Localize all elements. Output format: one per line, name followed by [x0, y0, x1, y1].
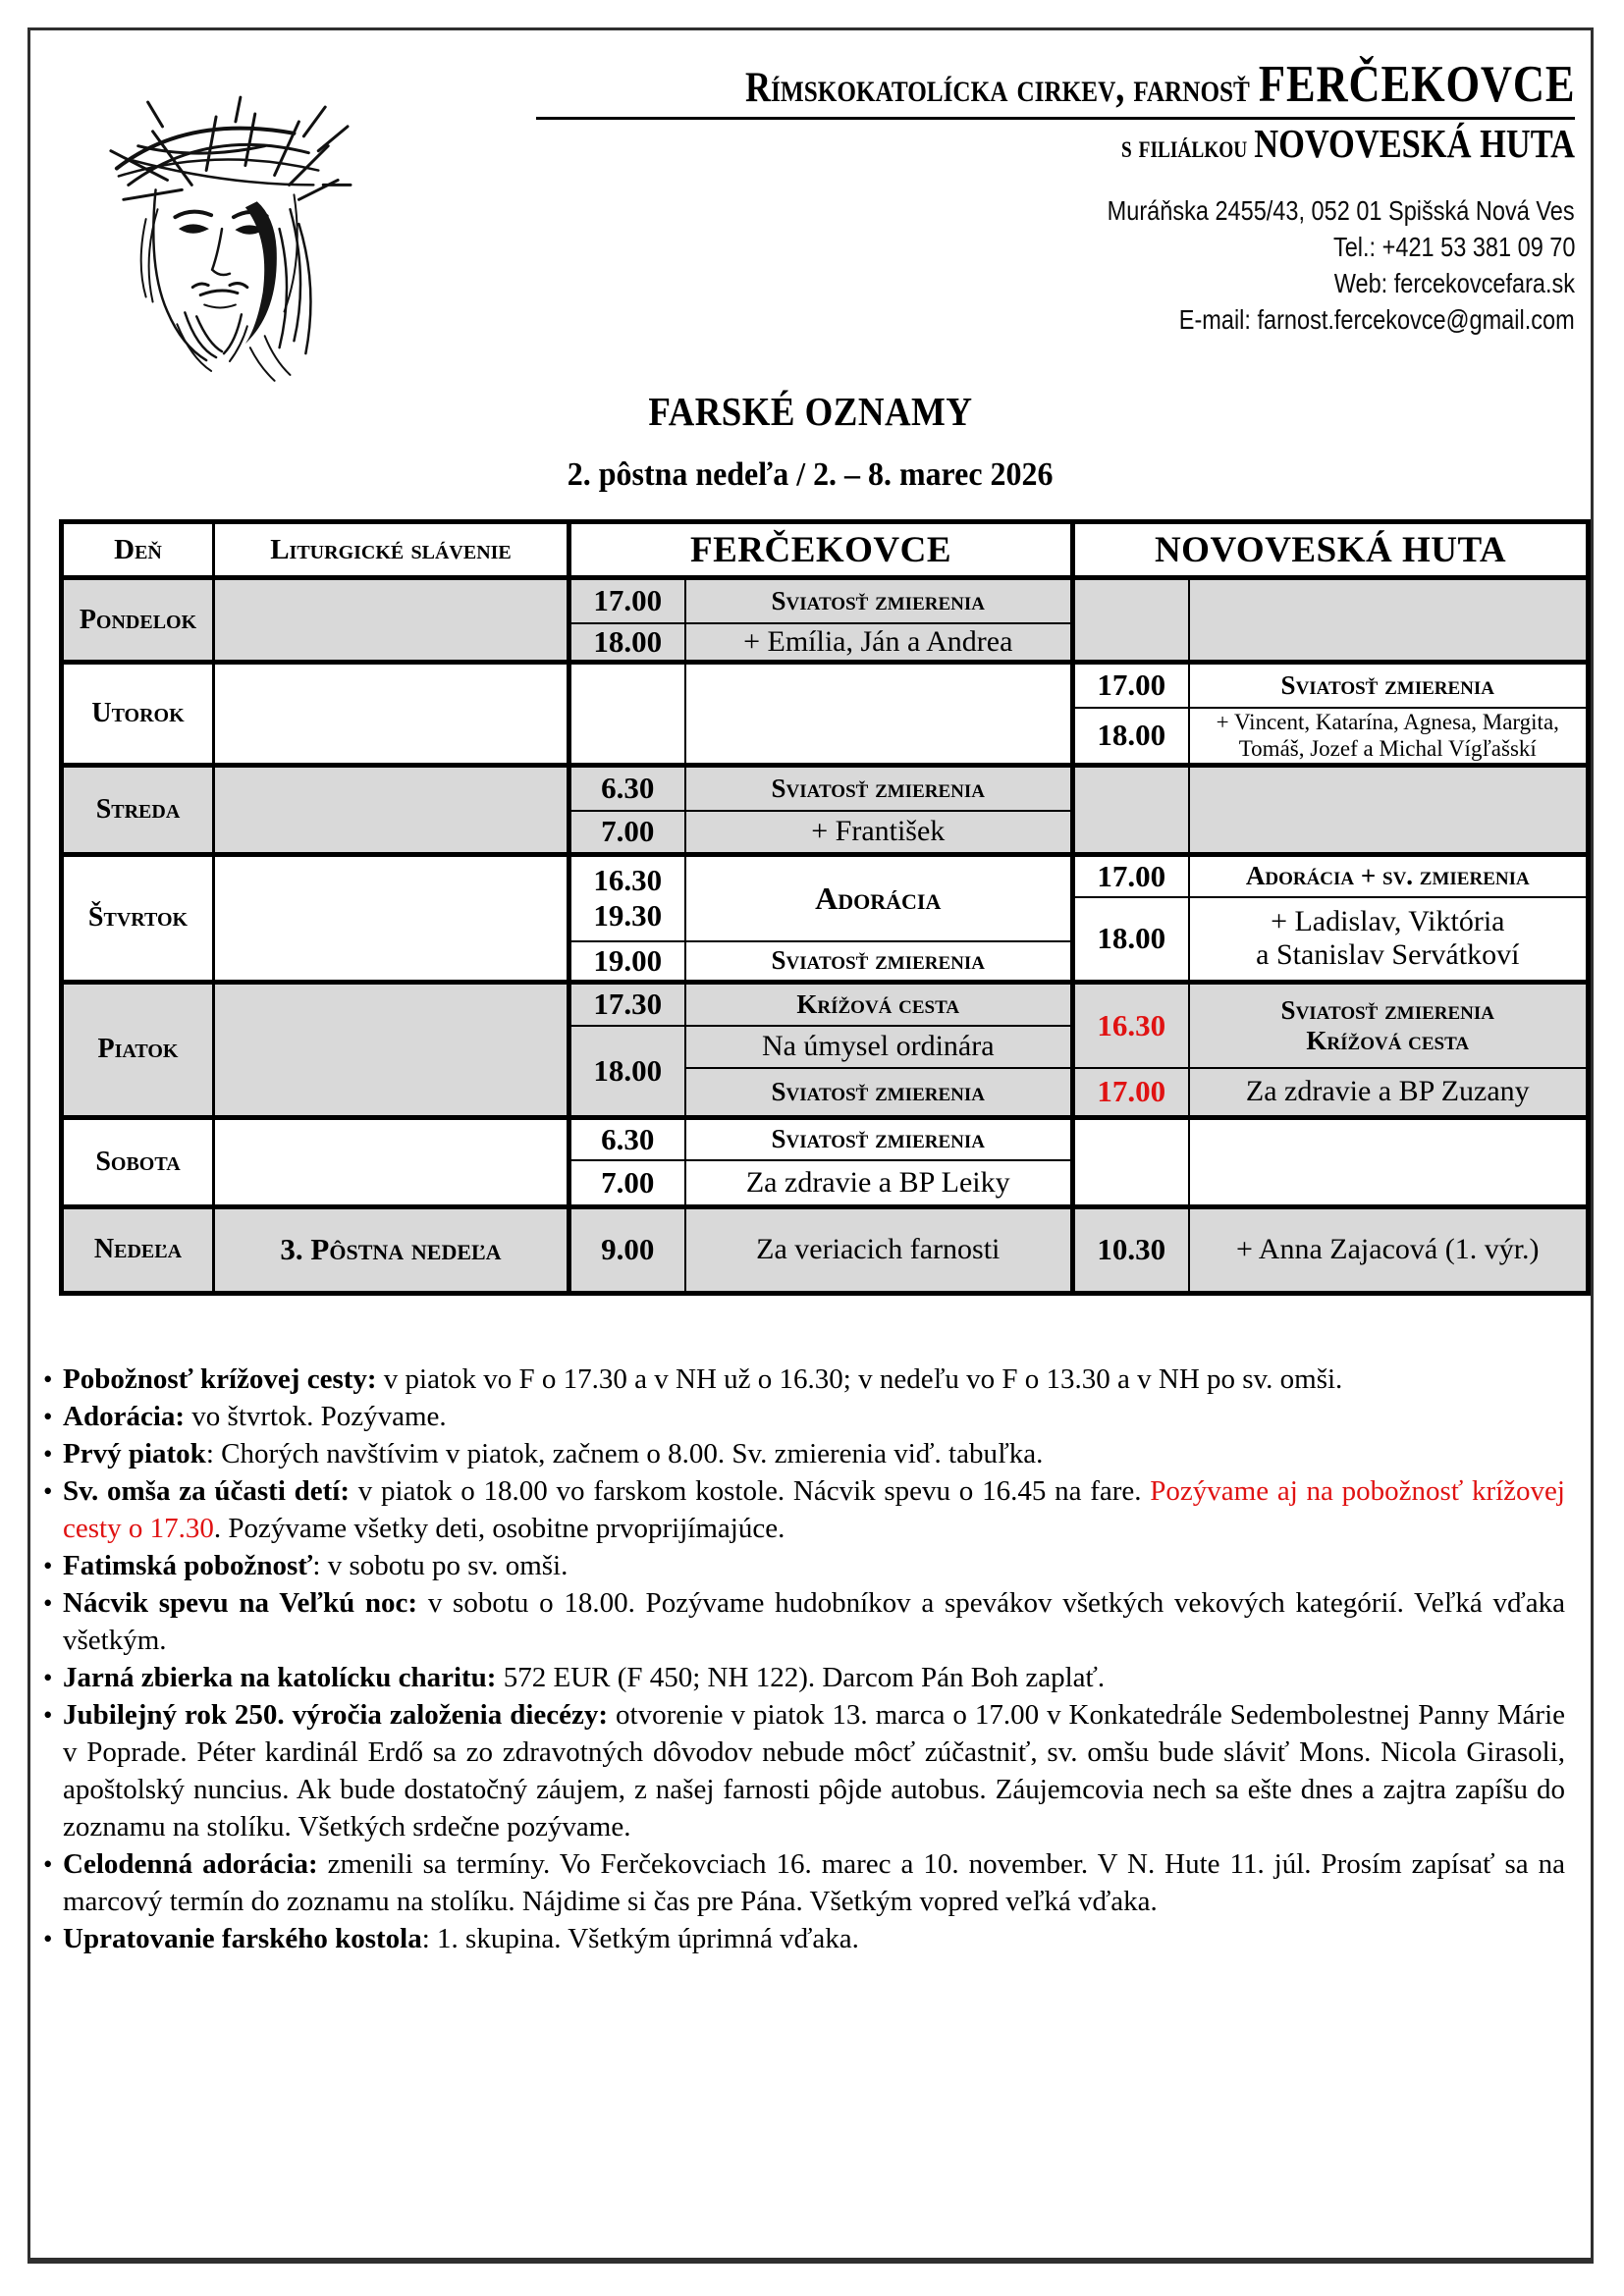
col-header-liturgical: Liturgické slávenie: [214, 522, 569, 578]
mass-time: 6.30: [569, 1117, 685, 1160]
announcements-list: [42, 1361, 1565, 1957]
parish-title: [397, 56, 1575, 113]
table-header-row: [62, 522, 1589, 578]
liturgical-cell-empty: [214, 663, 569, 766]
announcement-item: • Fatimská pobožnosť: v sobotu po sv. omši.: [42, 1547, 1565, 1584]
mass-intention: Sviatosť zmierenia: [685, 765, 1073, 811]
mass-intention: Sviatosť zmierenia: [685, 578, 1073, 623]
week-subtitle: 2. pôstna nedeľa / 2. – 8. marec 2026: [568, 456, 1054, 493]
mass-intention: + Emília, Ján a Andrea: [685, 623, 1073, 663]
announcement-item: • Adorácia: vo štvrtok. Pozývame.: [42, 1398, 1565, 1435]
nh-desc-empty: [1189, 1117, 1589, 1206]
address-line: Muráňska 2455/43, 052 01 Spišská Nová Ves: [1108, 195, 1575, 226]
nh-time-empty: [1073, 765, 1189, 854]
table-row-wednesday: [62, 765, 1589, 811]
letterhead-text: [397, 56, 1575, 338]
mass-time: 10.30: [1073, 1206, 1189, 1293]
mass-intention: + František: [685, 811, 1073, 854]
mass-time: 17.00: [1073, 854, 1189, 897]
page-title: FARSKÉ OZNAMY: [648, 389, 973, 434]
mass-intention: Za zdravie a BP Leiky: [685, 1160, 1073, 1206]
schedule-table: [59, 519, 1591, 1296]
letterhead: [30, 30, 1591, 376]
title-underline: [536, 117, 1575, 120]
mass-time: 9.00: [569, 1206, 685, 1293]
nh-time-empty: [1073, 1117, 1189, 1206]
mass-intention: Na úmysel ordinára: [685, 1026, 1073, 1068]
nh-desc-empty: [1189, 578, 1589, 663]
announcement-item: • Sv. omša za účasti detí: v piatok o 18.00 vo farskom kostole. Nácvik spevu o 16.45 na fare. Pozývame aj na pobožnosť krížovej cesty o 17.30. Pozývame všetky deti, osobitne prvoprijímajúce.: [42, 1472, 1565, 1547]
mass-time: 17.30: [569, 982, 685, 1026]
parish-title-prefix: Rímskokatolícka cirkev, farnosť: [744, 65, 1250, 111]
col-header-day: Deň: [62, 522, 214, 578]
f-time-empty: [569, 663, 685, 766]
mass-intention: Sviatosť zmierenia: [1189, 663, 1589, 708]
announcement-item: • Jarná zbierka na katolícku charitu: 572 EUR (F 450; NH 122). Darcom Pán Boh zaplať.: [42, 1659, 1565, 1696]
web-line: Web: fercekovcefara.sk: [1333, 268, 1575, 298]
mass-time: 6.30: [569, 765, 685, 811]
liturgical-cell-empty: [214, 982, 569, 1117]
day-label: Piatok: [62, 982, 214, 1117]
mass-time-highlight: 16.30: [1073, 982, 1189, 1068]
filial-title: [397, 121, 1575, 167]
announcement-item: • Nácvik spevu na Veľkú noc: v sobotu o 18.00. Pozývame hudobníkov a spevákov všetkých vekových kategórií. Veľká vďaka všetkým.: [42, 1584, 1565, 1659]
mass-time: 17.00: [1073, 663, 1189, 708]
nh-time-empty: [1073, 578, 1189, 663]
phone-line: Tel.: +421 53 381 09 70: [1332, 232, 1575, 262]
mass-intention: Za zdravie a BP Zuzany: [1189, 1068, 1589, 1117]
mass-time: 7.00: [569, 1160, 685, 1206]
filial-prefix: s filiálkou: [1120, 130, 1248, 165]
mass-intention: Za veriacich farnosti: [685, 1206, 1073, 1293]
mass-time: 18.00: [1073, 897, 1189, 982]
f-desc-empty: [685, 663, 1073, 766]
day-label: Štvrtok: [62, 854, 214, 982]
liturgical-cell-empty: [214, 765, 569, 854]
mass-intention-two-line: Sviatosť zmierenia Krížová cesta: [1189, 982, 1589, 1068]
day-label: Pondelok: [62, 578, 214, 663]
jesus-sketch-image: [99, 91, 352, 386]
announcements-section: [42, 1361, 1565, 1957]
liturgical-cell-empty: [214, 854, 569, 982]
day-label: Nedeľa: [62, 1206, 214, 1293]
day-label: Sobota: [62, 1117, 214, 1206]
contact-block: [397, 192, 1575, 338]
mass-intention: Adorácia: [685, 854, 1073, 941]
mass-intention: + Anna Zajacová (1. výr.): [1189, 1206, 1589, 1293]
email-line: E-mail: farnost.fercekovce@gmail.com: [1179, 304, 1575, 335]
mass-time: 7.00: [569, 811, 685, 854]
parish-title-name: FERČEKOVCE: [1258, 56, 1575, 113]
mass-time: 19.00: [569, 941, 685, 982]
mass-intention: Adorácia + sv. zmierenia: [1189, 854, 1589, 897]
mass-time: 18.00: [1073, 708, 1189, 766]
table-row-sunday: [62, 1206, 1589, 1293]
announcement-item: • Celodenná adorácia: zmenili sa termíny. Vo Ferčekovciach 16. marec a 10. november. V N. Hute 11. júl. Prosím zapísať sa na marcový termín do zoznamu na stolíku. Nájdime si čas pre Pána. Všetkým vopred veľká vďaka.: [42, 1845, 1565, 1920]
mass-intention: Sviatosť zmierenia: [685, 1117, 1073, 1160]
mass-time: 18.00: [569, 623, 685, 663]
mass-time-double: 16.30 19.30: [569, 854, 685, 941]
table-row-thursday: [62, 854, 1589, 897]
day-label: Utorok: [62, 663, 214, 766]
filial-name: NOVOVESKÁ HUTA: [1254, 121, 1575, 166]
table-row-tuesday: [62, 663, 1589, 708]
mass-intention: Sviatosť zmierenia: [685, 941, 1073, 982]
table-row-saturday: [62, 1117, 1589, 1160]
mass-time-highlight: 17.00: [1073, 1068, 1189, 1117]
liturgical-label: 3. Pôstna nedeľa: [214, 1206, 569, 1293]
nh-desc-empty: [1189, 765, 1589, 854]
table-row-monday: [62, 578, 1589, 623]
announcement-item: • Pobožnosť krížovej cesty: v piatok vo F o 17.30 a v NH už o 16.30; v nedeľu vo F o 13.30 a v NH po sv. omši.: [42, 1361, 1565, 1398]
col-header-novoveska-huta: NOVOVESKÁ HUTA: [1073, 522, 1589, 578]
liturgical-cell-empty: [214, 1117, 569, 1206]
mass-time: 17.00: [569, 578, 685, 623]
announcement-item: • Jubilejný rok 250. výročia založenia diecézy: otvorenie v piatok 13. marca o 17.00 v Konkatedrále Sedembolestnej Panny Márie v Poprade. Péter kardinál Erdő sa zo zdravotných dôvodov nebude môcť zúčastniť, sv. omšu bude sláviť Mons. Nicola Girasoli, apoštolský nuncius. Ak bude dostatočný záujem, z našej farnosti pôjde autobus. Záujemcovia nech sa ešte dnes a zajtra zapíšu do zoznamu na stolíku. Všetkých srdečne pozývame.: [42, 1696, 1565, 1845]
page-border: [27, 27, 1594, 2264]
mass-time: 18.00: [569, 1026, 685, 1117]
mass-intention: Sviatosť zmierenia: [685, 1068, 1073, 1117]
col-header-fercekovce: FERČEKOVCE: [569, 522, 1073, 578]
mass-intention: Krížová cesta: [685, 982, 1073, 1026]
mass-intention-two-line: + Ladislav, Viktória a Stanislav Servátkoví: [1189, 897, 1589, 982]
liturgical-cell-empty: [214, 578, 569, 663]
announcement-item: • Prvý piatok: Chorých navštívim v piatok, začnem o 8.00. Sv. zmierenia viď. tabuľka.: [42, 1435, 1565, 1472]
announcement-item: • Upratovanie farského kostola: 1. skupina. Všetkým úprimná vďaka.: [42, 1920, 1565, 1957]
mass-intention: + Vincent, Katarína, Agnesa, Margita, Tomáš, Jozef a Michal Vígľašskí: [1189, 708, 1589, 766]
table-row-friday: [62, 982, 1589, 1026]
day-label: Streda: [62, 765, 214, 854]
